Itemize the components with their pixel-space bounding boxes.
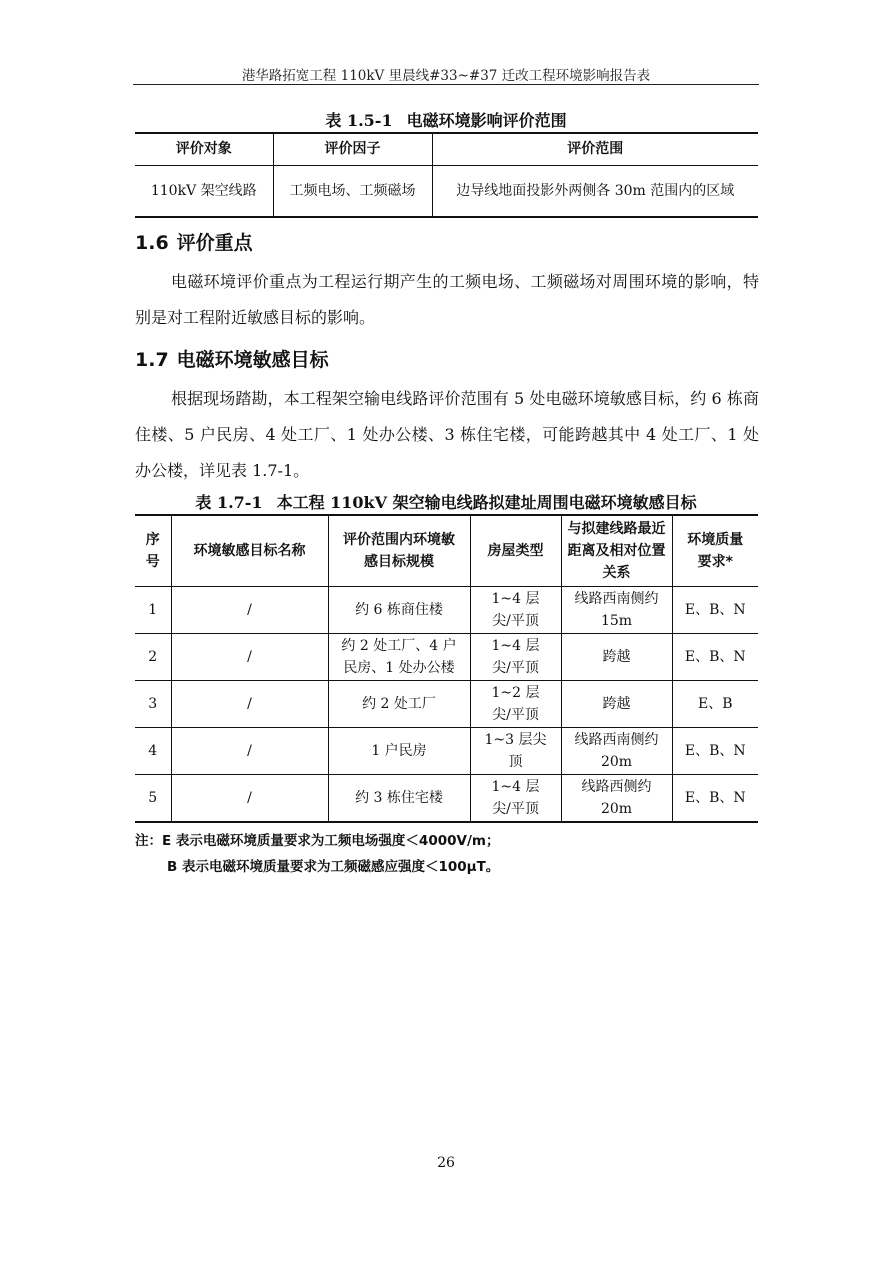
table1: [135, 132, 758, 218]
note-line-1: 注：E 表示电磁环境质量要求为工频电场强度＜4000V/m；: [135, 833, 500, 849]
table-row: [135, 775, 758, 823]
table2-header-cell: 环境质量要求*: [672, 515, 758, 587]
table-cell: E、B、N: [672, 587, 758, 634]
header-rule: [133, 84, 759, 85]
table-cell: E、B、N: [672, 728, 758, 775]
table-cell: 2: [135, 634, 171, 681]
table2-header-cell: 序号: [135, 515, 171, 587]
section-title: 评价重点: [176, 232, 253, 254]
table-cell: 5: [135, 775, 171, 823]
table2-header-cell: 与拟建线路最近距离及相对位置关系: [561, 515, 672, 587]
section-1-7-heading: [135, 345, 329, 372]
table-cell: 约 3 栋住宅楼: [328, 775, 470, 823]
table1-caption-title: 电磁环境影响评价范围: [406, 111, 567, 130]
table-row: [135, 681, 758, 728]
section-1-7-paragraph: 根据现场踏勘，本工程架空输电线路评价范围有 5 处电磁环境敏感目标，约 6 栋商住楼、5 户民房、4 处工厂、1 处办公楼、3 栋住宅楼，可能跨越其中 4 处工厂、1 处办公楼，详见表 1.7-1。: [135, 389, 759, 480]
table-cell: E、B、N: [672, 634, 758, 681]
note-line-2: B 表示电磁环境质量要求为工频磁感应强度＜100μT。: [167, 859, 500, 875]
table2-header-row: [135, 515, 758, 587]
table-cell: 线路西南侧约 15m: [561, 587, 672, 634]
table-row: [135, 587, 758, 634]
table1-row: [135, 166, 758, 218]
table-cell: /: [171, 587, 328, 634]
table1-header-row: [135, 133, 758, 166]
table2-header-cell: 房屋类型: [470, 515, 561, 587]
table1-cell: 110kV 架空线路: [135, 166, 273, 218]
section-number: 1.7: [135, 349, 169, 371]
page-number: 26: [437, 1155, 455, 1171]
table-cell: 1: [135, 587, 171, 634]
section-number: 1.6: [135, 232, 169, 254]
table-cell: 约 6 栋商住楼: [328, 587, 470, 634]
table-cell: 1~4 层尖/平顶: [470, 634, 561, 681]
table-cell: 跨越: [561, 634, 672, 681]
table2-header-cell: 评价范围内环境敏感目标规模: [328, 515, 470, 587]
running-header: 港华路拓宽工程 110kV 里晨线#33~#37 迁改工程环境影响报告表: [241, 68, 651, 84]
table-cell: 约 2 处工厂: [328, 681, 470, 728]
table2: [135, 514, 758, 823]
table1-caption-number: 表 1.5-1: [325, 111, 393, 130]
table2-caption-title: 本工程 110kV 架空输电线路拟建址周围电磁环境敏感目标: [276, 493, 697, 512]
table1-header-cell: 评价因子: [273, 133, 432, 166]
table-cell: /: [171, 775, 328, 823]
table1-header-cell: 评价范围: [432, 133, 758, 166]
table-notes: [135, 828, 499, 880]
table-cell: 约 2 处工厂、4 户民房、1 处办公楼: [328, 634, 470, 681]
table-cell: E、B: [672, 681, 758, 728]
table-cell: 1~4 层尖/平顶: [470, 587, 561, 634]
table2-caption-number: 表 1.7-1: [195, 493, 263, 512]
table-cell: /: [171, 728, 328, 775]
table-cell: 1~4 层尖/平顶: [470, 775, 561, 823]
table1-header-cell: 评价对象: [135, 133, 273, 166]
table-row: [135, 728, 758, 775]
table-cell: 4: [135, 728, 171, 775]
section-title: 电磁环境敏感目标: [176, 349, 329, 371]
table-cell: /: [171, 634, 328, 681]
section-1-6-paragraph: 电磁环境评价重点为工程运行期产生的工频电场、工频磁场对周围环境的影响，特别是对工程附近敏感目标的影响。: [135, 272, 759, 327]
table-cell: 1~2 层尖/平顶: [470, 681, 561, 728]
table1-cell: 工频电场、工频磁场: [273, 166, 432, 218]
table2-header-cell: 环境敏感目标名称: [171, 515, 328, 587]
table1-cell: 边导线地面投影外两侧各 30m 范围内的区域: [456, 182, 735, 199]
table2-caption: [133, 490, 759, 513]
table-cell: 3: [135, 681, 171, 728]
table-cell: 1 户民房: [328, 728, 470, 775]
table-row: [135, 634, 758, 681]
table-cell: /: [171, 681, 328, 728]
section-1-6-heading: [135, 228, 253, 255]
table-cell: 1~3 层尖顶: [470, 728, 561, 775]
table-cell: 线路西侧约 20m: [561, 775, 672, 823]
table-cell: 线路西南侧约 20m: [561, 728, 672, 775]
table1-caption: [133, 108, 759, 131]
table-cell: E、B、N: [684, 790, 746, 806]
table-cell: 跨越: [561, 681, 672, 728]
